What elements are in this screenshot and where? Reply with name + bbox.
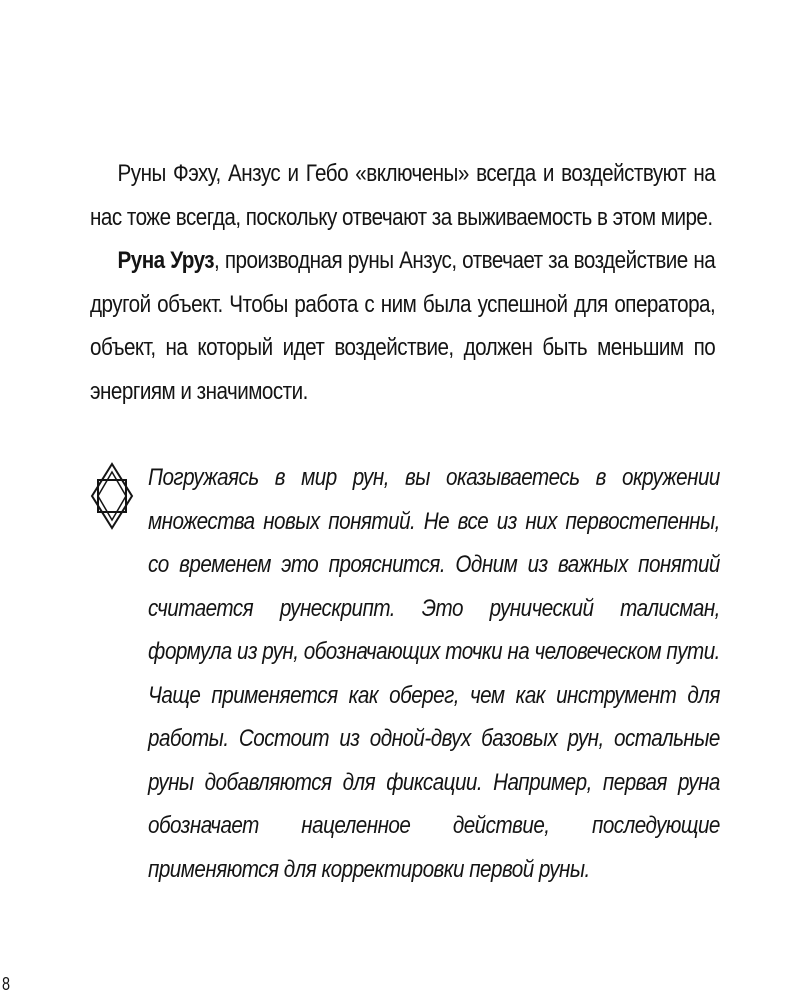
page-number: 8: [2, 974, 11, 994]
paragraph-2: [90, 239, 715, 413]
paragraph-1: Руны Фэху, Анзус и Гебо «включены» всегда и воздействуют на нас тоже всегда, поскольку отвечают за выживаемость в этом мире.: [90, 160, 716, 231]
paragraph-2-bold-lead: Руна Уруз: [117, 247, 215, 274]
main-text: [90, 152, 715, 413]
note-paragraph: Погружаясь в мир рун, вы оказываетесь в окружении множества новых понятий. Не все из них первостепенны, со временем это прояснится. Одним из важных понятий считается рунескрипт. Это рунический талисман, формула из рун, обозначающих точки на человеческом пути. Чаще применяется как оберег, чем как инструмент для работы. Состоит из одной-двух базовых рун, остальные руны добавляются для фиксации. Например, первая руна обозначает нацеленное действие, последующие применяются для корректировки первой руны.: [148, 464, 720, 883]
paragraph-2-text: , производная руны Анзус, отвечает за воздействие на другой объект. Чтобы работа с ним была успешной для оператора, объект, на который идет воздействие, должен быть меньшим по энергиям и значимости.: [90, 247, 716, 405]
note-text: [148, 456, 720, 891]
rune-star-icon: [88, 460, 136, 532]
